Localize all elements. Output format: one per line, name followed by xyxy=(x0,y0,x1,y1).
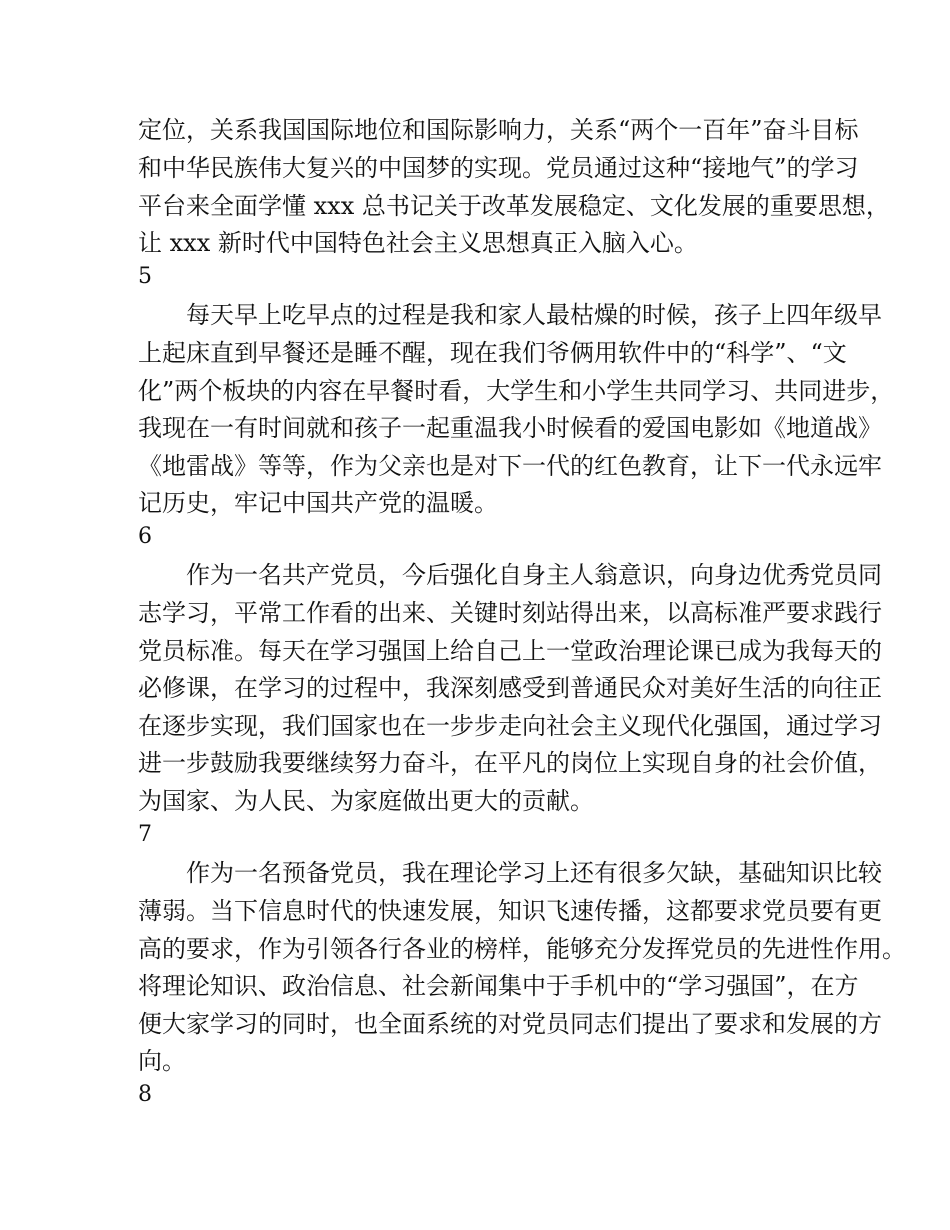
paragraph-line: 作为一名共产党员，今后强化自身主人翁意识，向身边优秀党员同 xyxy=(138,561,882,589)
paragraph-line: 每天早上吃早点的过程是我和家人最枯燥的时候，孩子上四年级早 xyxy=(138,301,882,329)
paragraph-line: 平台来全面学懂 xxx 总书记关于改革发展稳定、文化发展的重要思想， xyxy=(138,192,890,220)
paragraph-line: 定位，关系我国国际地位和国际影响力，关系“两个一百年”奋斗目标 xyxy=(138,116,859,144)
section-number: 7 xyxy=(138,822,152,847)
paragraph-line: 《地雷战》等等，作为父亲也是对下一代的红色教育，让下一代永远牢 xyxy=(138,452,882,480)
section-number: 5 xyxy=(138,264,152,289)
paragraph-line: 让 xxx 新时代中国特色社会主义思想真正入脑入心。 xyxy=(138,229,698,257)
paragraph-line: 向。 xyxy=(138,1047,186,1075)
paragraph-line: 必修课，在学习的过程中，我深刻感受到普通民众对美好生活的向往正 xyxy=(138,674,882,702)
paragraph-line: 我现在一有时间就和孩子一起重温我小时候看的爱国电影如《地道战》 xyxy=(138,414,882,442)
section-number: 6 xyxy=(138,524,152,549)
paragraph-line: 上起床直到早餐还是睡不醒，现在我们爷俩用软件中的“科学”、“文 xyxy=(138,339,847,367)
paragraph-line: 作为一名预备党员，我在理论学习上还有很多欠缺，基础知识比较 xyxy=(138,859,882,887)
paragraph-line: 化”两个板块的内容在早餐时看，大学生和小学生共同学习、共同进步， xyxy=(138,377,895,405)
paragraph-line: 高的要求，作为引领各行各业的榜样，能够充分发挥党员的先进性作用。 xyxy=(138,935,906,963)
paragraph-line: 志学习，平常工作看的出来、关键时刻站得出来，以高标准严要求践行 xyxy=(138,599,882,627)
section-number: 8 xyxy=(138,1082,152,1107)
paragraph-line: 在逐步实现，我们国家也在一步步走向社会主义现代化强国，通过学习 xyxy=(138,712,882,740)
paragraph-line: 便大家学习的同时，也全面系统的对党员同志们提出了要求和发展的方 xyxy=(138,1010,882,1038)
paragraph-line: 薄弱。当下信息时代的快速发展，知识飞速传播，这都要求党员要有更 xyxy=(138,897,882,925)
paragraph-line: 和中华民族伟大复兴的中国梦的实现。党员通过这种“接地气”的学习 xyxy=(138,154,859,182)
paragraph-line: 为国家、为人民、为家庭做出更大的贡献。 xyxy=(138,787,594,815)
paragraph-line: 记历史，牢记中国共产党的温暖。 xyxy=(138,489,498,517)
paragraph-line: 将理论知识、政治信息、社会新闻集中于手机中的“学习强国”，在方 xyxy=(138,972,859,1000)
paragraph-line: 党员标准。每天在学习强国上给自己上一堂政治理论课已成为我每天的 xyxy=(138,637,882,665)
paragraph-line: 进一步鼓励我要继续努力奋斗，在平凡的岗位上实现自身的社会价值， xyxy=(138,749,882,777)
